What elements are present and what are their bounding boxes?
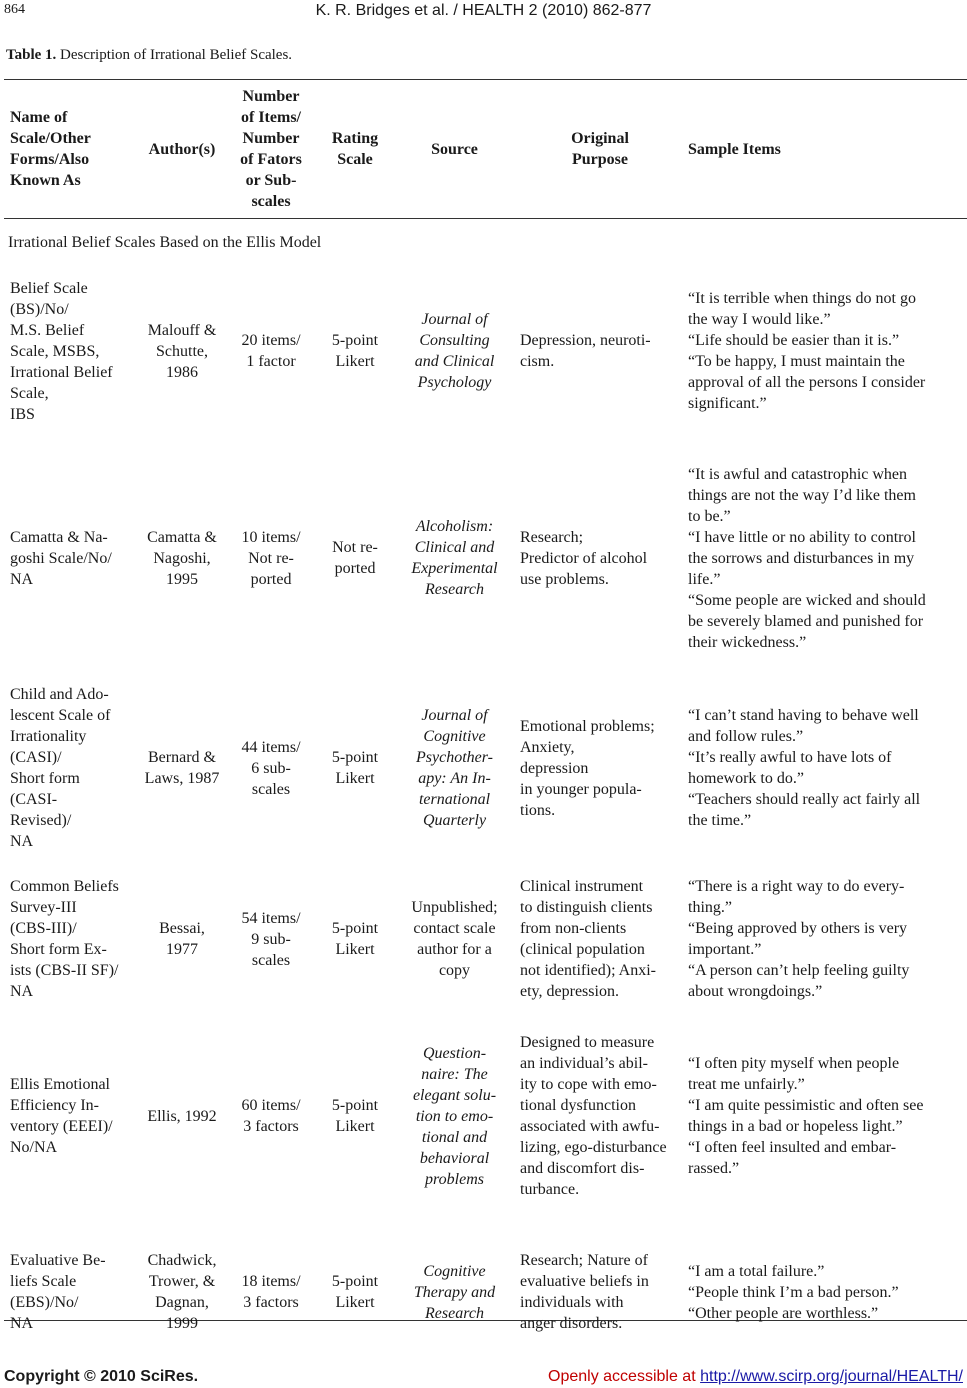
cell-line: Efficiency In-	[10, 1097, 99, 1114]
cell-line: tional and	[421, 1128, 488, 1146]
cell-line: Number	[242, 88, 300, 105]
cell-samples	[684, 1212, 967, 1372]
cell-line: Survey-III	[10, 899, 77, 916]
cell-line: important.”	[688, 941, 762, 958]
cell-line: IBS	[10, 405, 35, 423]
cell-line: Not re-	[332, 539, 378, 556]
cell-line: Anxiety,	[520, 738, 575, 756]
cell-line: ported	[250, 570, 292, 588]
cell-line: 20 items/	[241, 332, 301, 349]
section-title: Irrational Belief Scales Based on the Ellis Model	[8, 233, 322, 251]
cell-line: Chadwick,	[147, 1252, 217, 1269]
col-header-purpose	[516, 80, 684, 218]
cell-line: their wickedness.”	[688, 633, 807, 651]
table-row	[4, 1212, 967, 1372]
cell-line: NA	[10, 833, 34, 850]
cell-line: Dagnan,	[155, 1294, 209, 1311]
cell-line: Scale,	[10, 384, 49, 402]
cell-line: liefs Scale	[10, 1273, 77, 1290]
cell-line: the time.”	[688, 812, 752, 829]
cell-line: 1977	[166, 941, 198, 958]
cell-line: Journal of	[421, 707, 488, 724]
cell-line: 9 sub-	[251, 930, 291, 948]
cell-line: 10 items/	[241, 528, 301, 546]
cell-items	[225, 858, 317, 1020]
cell-name	[4, 1212, 139, 1372]
cell-items	[225, 678, 317, 858]
cell-line: 18 items/	[241, 1273, 301, 1290]
cell-line: author for a	[417, 941, 492, 958]
cell-line: treat me unfairly.”	[688, 1076, 805, 1093]
cell-authors	[139, 858, 225, 1020]
cell-line: Alcoholism:	[415, 518, 494, 535]
cell-name	[4, 264, 139, 438]
cell-line: NA	[10, 983, 34, 1000]
cell-line: Rating	[331, 130, 379, 147]
cell-line: rassed.”	[688, 1160, 740, 1177]
cell-line: about wrongdoings.”	[688, 983, 823, 1000]
cell-samples	[684, 438, 967, 678]
cell-line: “I have little or no ability to control	[688, 528, 916, 546]
cell-line: Scale, MSBS,	[10, 342, 100, 360]
cell-rating	[317, 1212, 393, 1372]
cell-name	[4, 438, 139, 678]
cell-line: anger disorders.	[520, 1315, 623, 1332]
cell-samples	[684, 678, 967, 858]
cell-line: naire: The	[421, 1065, 488, 1083]
table-header-row	[4, 80, 967, 218]
access-text: Openly accessible at	[548, 1368, 701, 1385]
cell-line: associated with awfu-	[520, 1118, 660, 1135]
cell-source	[393, 1212, 516, 1372]
cell-line: Bernard &	[148, 749, 216, 766]
cell-line: elegant solu-	[412, 1086, 497, 1104]
cell-line: and discomfort dis-	[520, 1160, 645, 1177]
cell-line: ventory (EEEI)/	[10, 1118, 113, 1135]
cell-line: from non-clients	[520, 920, 627, 937]
cell-line: “I often pity myself when people	[688, 1055, 900, 1072]
cell-line: and follow rules.”	[688, 728, 804, 745]
cell-authors	[139, 678, 225, 858]
cell-source	[393, 264, 516, 438]
cell-line: “There is a right way to do every-	[688, 878, 905, 895]
cell-line: “I often feel insulted and embar-	[688, 1139, 897, 1156]
cell-line: (CASI)/	[10, 749, 62, 766]
cell-line: and Clinical	[414, 353, 495, 370]
cell-line: to be.”	[688, 507, 731, 525]
cell-line: “A person can’t help feeling guilty	[688, 962, 910, 979]
cell-purpose	[516, 678, 684, 858]
cell-line: Consulting	[419, 332, 490, 349]
cell-samples	[684, 1020, 967, 1212]
cell-line: Number	[242, 130, 300, 147]
cell-line: scales	[251, 780, 291, 798]
cell-line: apy: An In-	[418, 770, 491, 787]
cell-line: Predictor of alcohol	[520, 549, 648, 567]
cell-line: cism.	[520, 353, 555, 370]
table-row	[4, 678, 967, 858]
cell-line: things in a bad or hopeless light.”	[688, 1118, 903, 1135]
cell-line: or Sub-	[245, 172, 297, 189]
cell-authors	[139, 438, 225, 678]
cell-line: Nagoshi,	[153, 549, 211, 567]
cell-line: (EBS)/No/	[10, 1294, 79, 1311]
col-header-rating	[317, 80, 393, 218]
cell-line: Irrationality	[10, 728, 87, 745]
cell-items	[225, 1020, 317, 1212]
cell-line: Sample Items	[688, 140, 781, 158]
journal-link[interactable]: http://www.scirp.org/journal/HEALTH/	[700, 1368, 963, 1385]
page-number: 864	[4, 2, 25, 17]
cell-line: Purpose	[572, 151, 628, 168]
cell-line: Known As	[10, 172, 81, 189]
cell-line: life.”	[688, 570, 721, 588]
cell-purpose	[516, 1212, 684, 1372]
cell-line: Short form Ex-	[10, 941, 107, 958]
cell-line: (CBS-III)/	[10, 920, 77, 937]
table-caption-label: Table 1.	[6, 47, 57, 63]
cell-line: Clinical and	[414, 539, 495, 556]
cell-line: Research; Nature of	[520, 1252, 648, 1269]
cell-line: Likert	[335, 1118, 375, 1135]
cell-line: (BS)/No/	[10, 300, 69, 318]
cell-line: of Fators	[240, 151, 302, 168]
cell-purpose	[516, 438, 684, 678]
cell-line: be severely blamed and punished for	[688, 612, 924, 630]
cell-line: 5-point	[331, 1273, 379, 1290]
cell-source	[393, 438, 516, 678]
cell-line: “It is awful and catastrophic when	[688, 465, 908, 483]
cell-line: behavioral	[419, 1149, 490, 1167]
cell-line: Laws, 1987	[144, 770, 220, 787]
cell-line: Not re-	[248, 549, 294, 567]
cell-authors	[139, 264, 225, 438]
cell-line: “People think I’m a bad person.”	[688, 1283, 899, 1301]
cell-line: Question-	[422, 1044, 487, 1062]
cell-line: Camatta &	[147, 528, 217, 546]
cell-line: Evaluative Be-	[10, 1252, 106, 1269]
cell-authors	[139, 1020, 225, 1212]
table-body	[4, 218, 967, 1372]
cell-line: 3 factors	[243, 1294, 299, 1311]
cell-line: 5-point	[331, 1097, 379, 1114]
cell-line: Research	[425, 581, 484, 598]
cell-line: 6 sub-	[251, 759, 291, 777]
cell-line: 44 items/	[241, 738, 301, 756]
cell-source	[393, 1020, 516, 1212]
cell-line: Experimental	[411, 560, 498, 577]
cell-samples	[684, 264, 967, 438]
cell-line: M.S. Belief	[10, 321, 85, 339]
cell-name	[4, 858, 139, 1020]
cell-line: individuals with	[520, 1294, 624, 1311]
cell-line: “Being approved by others is very	[688, 920, 908, 937]
cell-line: 1986	[166, 363, 198, 381]
cell-line: “Some people are wicked and should	[688, 591, 926, 609]
cell-line: 60 items/	[241, 1097, 301, 1114]
table-caption-text: Description of Irrational Belief Scales.	[56, 47, 293, 63]
cell-line: approval of all the persons I consider	[688, 374, 926, 391]
cell-line: goshi Scale/No/	[10, 549, 112, 567]
cell-line: Emotional problems;	[520, 717, 655, 735]
cell-line: Therapy and	[413, 1283, 496, 1301]
cell-purpose	[516, 858, 684, 1020]
table-row	[4, 1020, 967, 1212]
cell-line: (clinical population	[520, 941, 645, 958]
cell-line: depression	[520, 759, 589, 777]
col-header-source	[393, 80, 516, 218]
cell-line: “It’s really awful to have lots of	[688, 749, 892, 766]
cell-line: Trower, &	[148, 1273, 216, 1290]
cell-line: 1999	[166, 1315, 198, 1332]
cell-line: ists (CBS-II SF)/	[10, 962, 119, 979]
cell-line: Original	[571, 130, 629, 147]
cell-line: Psychology	[417, 374, 492, 391]
cell-line: 54 items/	[241, 909, 301, 927]
cell-line: homework to do.”	[688, 770, 804, 787]
cell-line: turbance.	[520, 1181, 580, 1198]
cell-name	[4, 678, 139, 858]
cell-line: Unpublished;	[411, 899, 498, 916]
table-row	[4, 858, 967, 1020]
cell-source	[393, 678, 516, 858]
cell-line: Forms/Also	[10, 151, 90, 168]
cell-line: NA	[10, 1315, 34, 1332]
cell-line: problems	[425, 1170, 484, 1188]
cell-name	[4, 1020, 139, 1212]
cell-line: Depression, neuroti-	[520, 332, 651, 349]
cell-line: Clinical instrument	[520, 878, 644, 895]
cell-line: Irrational Belief	[10, 363, 113, 381]
cell-authors	[139, 1212, 225, 1372]
cell-line: Name of	[10, 109, 68, 126]
cell-rating	[317, 264, 393, 438]
cell-line: Research;	[520, 528, 584, 546]
cell-line: Ellis, 1992	[147, 1107, 217, 1125]
cell-rating	[317, 858, 393, 1020]
cell-line: Journal of	[421, 311, 488, 328]
cell-purpose	[516, 1020, 684, 1212]
cell-line: “I can’t stand having to behave well	[688, 707, 919, 724]
cell-line: 3 factors	[243, 1118, 299, 1135]
cell-line: 5-point	[331, 332, 379, 349]
cell-line: the way I would like.”	[688, 311, 831, 328]
cell-line: Child and Ado-	[10, 686, 109, 703]
cell-line: Research	[425, 1304, 484, 1322]
copyright-notice: Copyright © 2010 SciRes.	[4, 1368, 199, 1385]
cell-rating	[317, 1020, 393, 1212]
cell-line: Source	[431, 140, 478, 158]
cell-line: lescent Scale of	[10, 707, 111, 724]
cell-line: Belief Scale	[10, 279, 88, 297]
cell-line: Cognitive	[423, 1262, 486, 1280]
cell-line: “I am a total failure.”	[688, 1262, 825, 1280]
cell-line: 5-point	[331, 749, 379, 766]
cell-line: Author(s)	[148, 140, 216, 158]
cell-line: scales	[251, 951, 291, 969]
cell-line: Scale/Other	[10, 130, 91, 147]
access-notice	[548, 1368, 963, 1386]
cell-line: things are not the way I’d like them	[688, 486, 916, 504]
cell-line: significant.”	[688, 395, 767, 412]
cell-line: Ellis Emotional	[10, 1076, 110, 1093]
cell-line: Schutte,	[156, 342, 208, 360]
cell-line: ported	[334, 560, 376, 577]
cell-line: NA	[10, 570, 34, 588]
cell-line: to distinguish clients	[520, 899, 653, 916]
cell-line: use problems.	[520, 570, 609, 588]
cell-line: Revised)/	[10, 812, 72, 829]
cell-items	[225, 264, 317, 438]
col-header-samples	[684, 80, 967, 218]
cell-purpose	[516, 264, 684, 438]
cell-line: Malouff &	[147, 321, 217, 339]
cell-line: evaluative beliefs in	[520, 1273, 649, 1290]
cell-line: the sorrows and disturbances in my	[688, 549, 915, 567]
cell-line: ity to cope with emo-	[520, 1076, 657, 1093]
cell-line: “Other people are worthless.”	[688, 1304, 879, 1322]
cell-line: lizing, ego-disturbance	[520, 1139, 667, 1156]
cell-line: No/NA	[10, 1139, 58, 1156]
cell-line: (CASI-	[10, 791, 58, 808]
cell-line: Scale	[337, 151, 373, 168]
cell-line: thing.”	[688, 899, 732, 916]
irrational-belief-table	[4, 80, 967, 1372]
cell-line: contact scale	[413, 920, 496, 937]
cell-line: Likert	[335, 353, 375, 370]
cell-line: ternational	[418, 791, 491, 808]
cell-line: in younger popula-	[520, 780, 642, 798]
col-header-items	[225, 80, 317, 218]
cell-line: not identified); Anxi-	[520, 962, 656, 979]
cell-line: scales	[251, 193, 291, 210]
cell-line: “Teachers should really act fairly all	[688, 791, 921, 808]
cell-line: Likert	[335, 770, 375, 787]
cell-line: Cognitive	[423, 728, 486, 745]
cell-samples	[684, 858, 967, 1020]
cell-line: of Items/	[241, 109, 301, 126]
table-row	[4, 438, 967, 678]
cell-line: an individual’s abil-	[520, 1055, 648, 1072]
col-header-name	[4, 80, 139, 218]
cell-line: “Life should be easier than it is.”	[688, 332, 900, 349]
table-caption	[6, 47, 292, 64]
cell-line: Psychother-	[416, 749, 493, 766]
col-header-authors	[139, 80, 225, 218]
cell-line: Short form	[10, 770, 80, 787]
cell-line: ety, depression.	[520, 983, 619, 1000]
cell-line: 1995	[166, 570, 198, 588]
cell-line: Bessai,	[159, 920, 205, 937]
running-head: K. R. Bridges et al. / HEALTH 2 (2010) 862-877	[315, 2, 652, 19]
cell-line: Likert	[335, 941, 375, 958]
cell-line: tion to emo-	[415, 1107, 494, 1125]
section-row	[4, 218, 967, 264]
cell-items	[225, 1212, 317, 1372]
cell-line: tional dysfunction	[520, 1097, 636, 1114]
cell-line: Camatta & Na-	[10, 528, 108, 546]
cell-line: Common Beliefs	[10, 878, 119, 895]
cell-line: 5-point	[331, 920, 379, 937]
cell-items	[225, 438, 317, 678]
cell-line: “It is terrible when things do not go	[688, 290, 916, 307]
cell-line: 1 factor	[246, 353, 296, 370]
cell-line: tions.	[520, 801, 556, 819]
cell-rating	[317, 438, 393, 678]
cell-source	[393, 858, 516, 1020]
cell-line: copy	[438, 962, 471, 979]
cell-line: “To be happy, I must maintain the	[688, 353, 905, 370]
cell-line: Likert	[335, 1294, 375, 1311]
cell-rating	[317, 678, 393, 858]
cell-line: Designed to measure	[520, 1034, 655, 1051]
cell-line: “I am quite pessimistic and often see	[688, 1097, 924, 1114]
cell-line: Quarterly	[422, 812, 487, 829]
table-row	[4, 264, 967, 438]
